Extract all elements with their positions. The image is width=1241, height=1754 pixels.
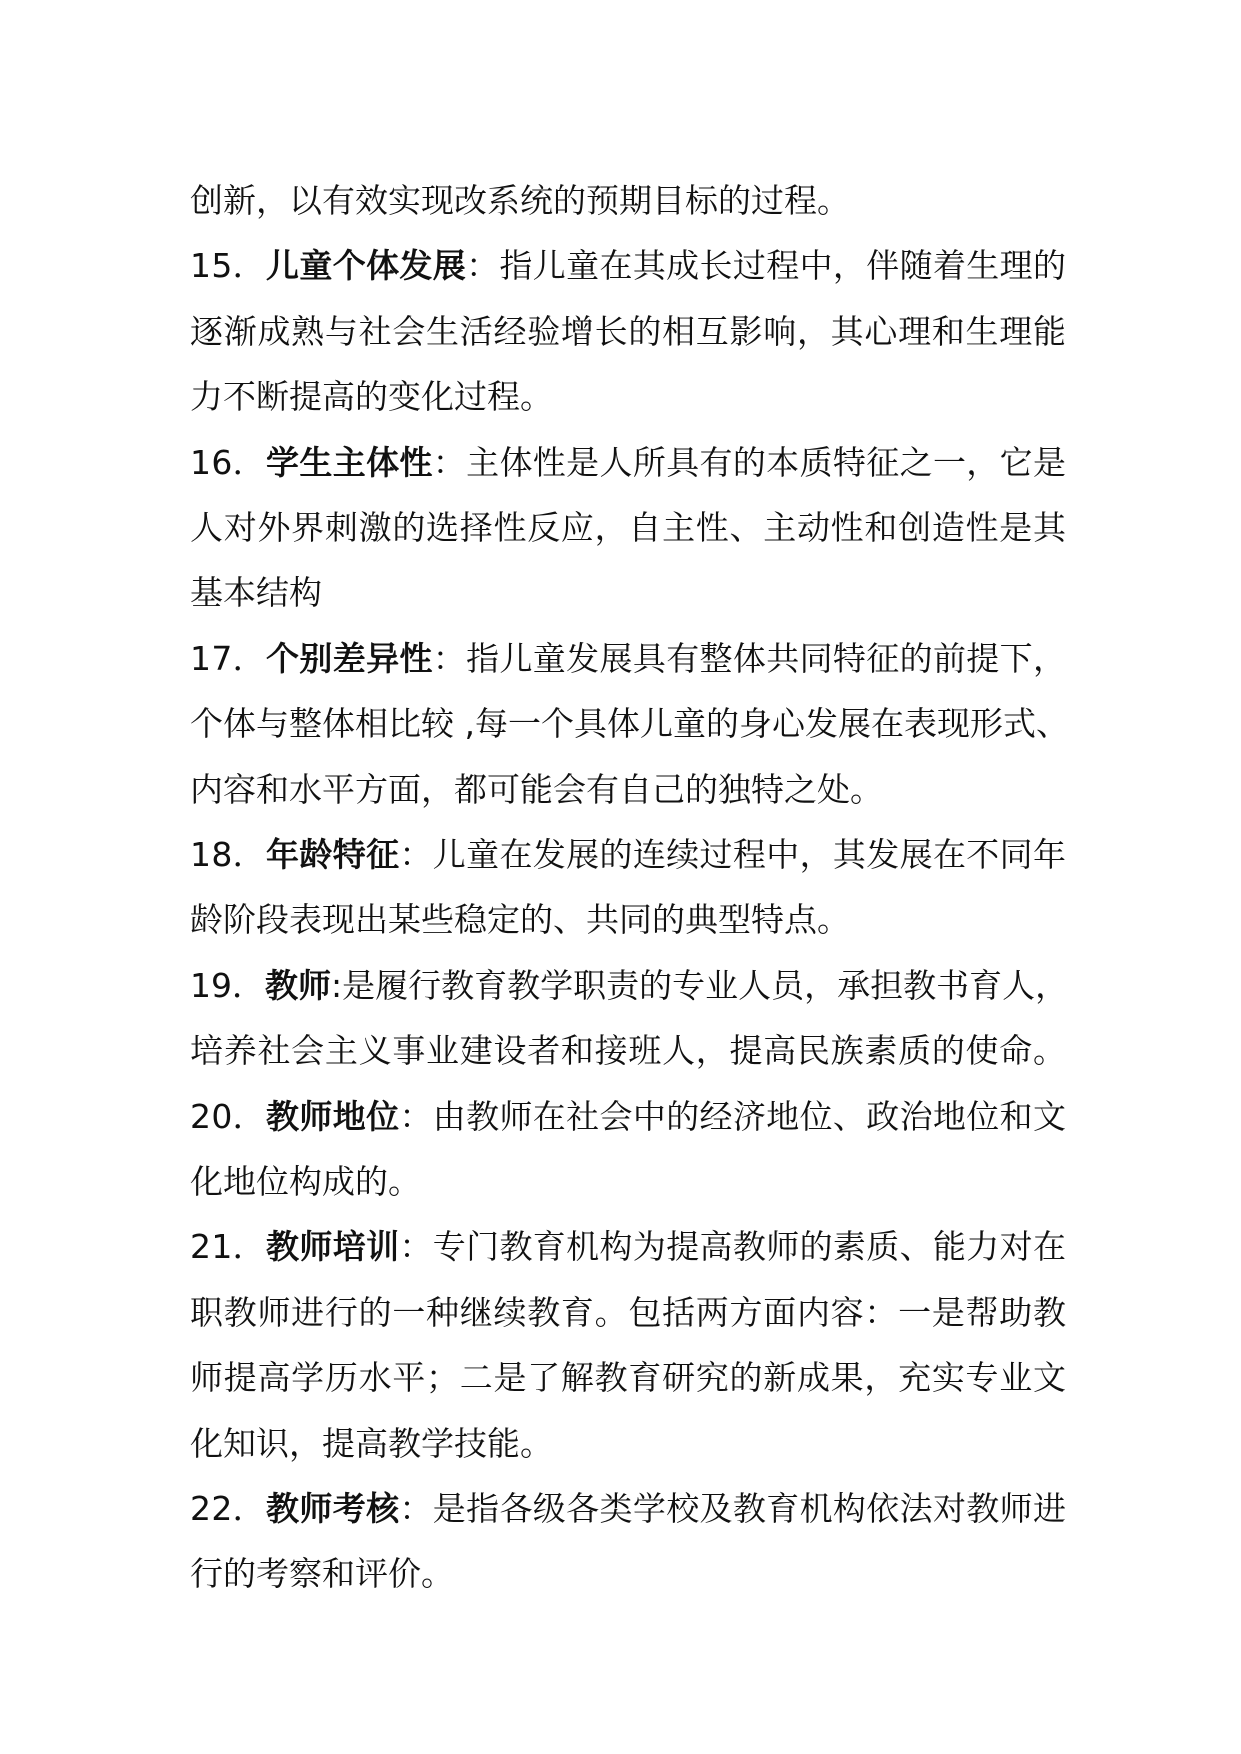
term: 教师 — [265, 965, 331, 1005]
term: 个别差异性 — [266, 638, 433, 678]
line-text: 逐渐成熟与社会生活经验增长的相互影响，其心理和生理能 — [190, 311, 1067, 351]
definition-heading-line — [190, 626, 1066, 692]
definition-heading-line — [190, 822, 1066, 888]
text-line — [190, 1018, 1067, 1084]
line-text: ：专门教育机构为提高教师的素质、能力对在 — [399, 1227, 1067, 1267]
text-line — [190, 1149, 421, 1215]
line-text: 行的考察和评价。 — [190, 1554, 454, 1594]
line-text: 个体与整体相比较 ,每一个具体儿童的身心发展在表现形式、 — [190, 704, 1069, 744]
item-number: 15． — [190, 246, 267, 286]
term: 教师地位 — [266, 1096, 400, 1136]
line-text: ：是指各级各类学校及教育机构依法对教师进 — [399, 1489, 1067, 1528]
item-number: 20． — [190, 1096, 267, 1136]
text-line — [190, 168, 850, 234]
line-text: 基本结构 — [190, 573, 322, 613]
line-text: 力不断提高的变化过程。 — [190, 377, 553, 417]
definition-heading-line — [190, 1214, 1066, 1280]
term: 年龄特征 — [266, 835, 400, 874]
text-line — [190, 495, 1067, 561]
line-text: :是履行教育教学职责的专业人员，承担教书育人， — [331, 965, 1069, 1005]
item-number: 19． — [190, 965, 265, 1005]
line-text: 创新，以有效实现改系统的预期目标的过程。 — [190, 181, 850, 220]
text-line — [190, 887, 850, 953]
line-text: 师提高学历水平；二是了解教育研究的新成果，充实专业文 — [190, 1358, 1067, 1398]
text-line — [190, 1411, 553, 1477]
definition-heading-line — [190, 1476, 1066, 1542]
line-text: ：主体性是人所具有的本质特征之一，它是 — [432, 442, 1067, 482]
term: 儿童个体发展 — [266, 246, 467, 286]
text-line — [190, 691, 1069, 757]
line-text: 化地位构成的。 — [190, 1162, 421, 1201]
item-number: 18． — [190, 835, 267, 874]
line-text: 化知识，提高教学技能。 — [190, 1423, 553, 1463]
text-line — [190, 364, 553, 430]
definition-heading-line — [190, 233, 1066, 299]
item-number: 22． — [190, 1489, 267, 1528]
definition-heading-line — [190, 430, 1066, 496]
line-text: ：由教师在社会中的经济地位、政治地位和文 — [399, 1096, 1067, 1136]
line-text: 人对外界刺激的选择性反应，自主性、主动性和创造性是其 — [190, 508, 1067, 547]
line-text: 职教师进行的一种继续教育。包括两方面内容：一是帮助教 — [190, 1292, 1067, 1332]
line-text: ：儿童在发展的连续过程中，其发展在不同年 — [399, 835, 1067, 874]
line-text: 培养社会主义事业建设者和接班人，提高民族素质的使命。 — [190, 1031, 1067, 1071]
text-line — [190, 1280, 1067, 1346]
text-line — [190, 560, 322, 626]
text-line — [190, 1541, 454, 1607]
term: 学生主体性 — [266, 442, 433, 482]
text-line — [190, 757, 883, 823]
definition-heading-line — [190, 953, 1068, 1019]
item-number: 17． — [190, 638, 267, 678]
line-text: ：指儿童在其成长过程中，伴随着生理的 — [466, 246, 1067, 286]
item-number: 21． — [190, 1227, 267, 1267]
term: 教师培训 — [266, 1227, 400, 1267]
text-line — [190, 1345, 1067, 1411]
item-number: 16． — [190, 442, 267, 482]
text-line — [190, 299, 1067, 365]
line-text: 龄阶段表现出某些稳定的、共同的典型特点。 — [190, 900, 850, 940]
definition-heading-line — [190, 1084, 1066, 1150]
line-text: ：指儿童发展具有整体共同特征的前提下， — [432, 638, 1067, 678]
term: 教师考核 — [266, 1489, 400, 1528]
line-text: 内容和水平方面，都可能会有自己的独特之处。 — [190, 769, 883, 809]
